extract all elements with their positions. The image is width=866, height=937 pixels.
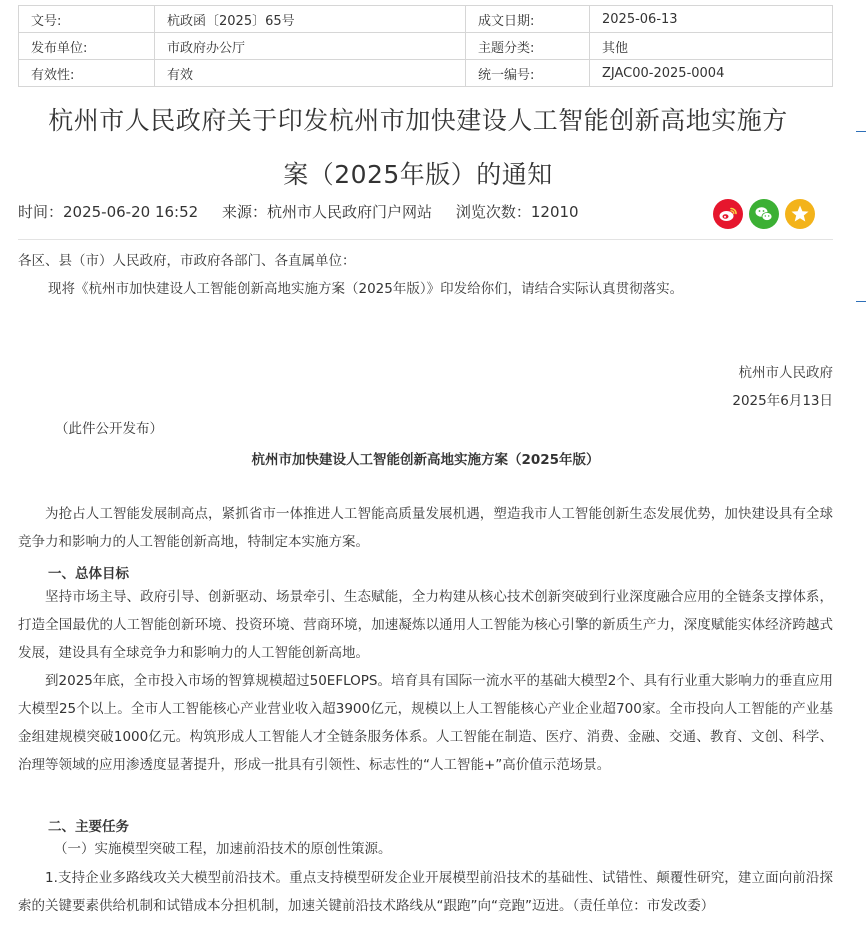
favorite-button[interactable] xyxy=(785,199,815,229)
meta-value: 其他 xyxy=(590,33,833,60)
public-note: （此件公开发布） xyxy=(55,421,163,437)
meta-value: 有效 xyxy=(155,60,466,87)
star-icon xyxy=(785,199,815,229)
weibo-icon xyxy=(713,199,743,229)
notice-signer: 杭州市人民政府 xyxy=(738,365,833,381)
header-divider xyxy=(18,239,833,240)
wechat-share-button[interactable] xyxy=(749,199,779,229)
meta-row xyxy=(19,33,833,60)
document-meta-table xyxy=(18,5,833,87)
title-line-1: 杭州市人民政府关于印发杭州市加快建设人工智能创新高地实施方 xyxy=(48,106,788,135)
section-1-paragraph-2: 到2025年底，全市投入市场的智算规模超过50EFLOPS。培育具有国际一流水平的基础大模型2个、具有行业重大影响力的垂直应用大模型25个以上。全市人工智能核心产业营业收入超3900亿元，规模以上人工智能核心产业企业超700家。全市投向人工智能的产业基金组建规模突破1000亿元。构筑形成人工智能人才全链条服务体系。人工智能在制造、医疗、消费、金融、交通、教育、文创、科学、治理等领域的应用渗透度显著提升，形成一批具有引领性、标志性的“人工智能+”高价值示范场景。 xyxy=(18,673,833,773)
section-1-title: 一、总体目标 xyxy=(48,566,129,582)
meta-value: 杭政函〔2025〕65号 xyxy=(155,6,466,33)
section-1-paragraph-1: 坚持市场主导、政府引导、创新驱动、场景牵引、生态赋能，全力构建从核心技术创新突破到行业深度融合应用的全链条支撑体系，打造全国最优的人工智能创新环境、投资环境、营商环境，加速凝炼以通用人工智能为核心引擎的新质生产力，深度赋能实体经济跨越式发展，建设具有全球竞争力和影响力的人工智能创新高地。 xyxy=(18,589,833,661)
article-info-bar xyxy=(18,201,833,231)
document-title xyxy=(18,94,818,202)
meta-label: 成文日期: xyxy=(466,6,590,33)
section-2-subheading: （一）实施模型突破工程，加速前沿技术的原创性策源。 xyxy=(54,841,392,857)
weibo-share-button[interactable] xyxy=(713,199,743,229)
article-source: 来源：杭州市人民政府门户网站 xyxy=(222,203,433,221)
title-line-2: 案（2025年版）的通知 xyxy=(283,160,553,189)
meta-row xyxy=(19,6,833,33)
meta-value: 2025-06-13 xyxy=(590,6,833,33)
notice-body: 现将《杭州市加快建设人工智能创新高地实施方案（2025年版）》印发给你们，请结合实际认真贯彻落实。 xyxy=(48,281,684,297)
notice-salutation: 各区、县（市）人民政府，市政府各部门、各直属单位： xyxy=(18,253,356,269)
meta-label: 统一编号: xyxy=(466,60,590,87)
publish-time: 时间：2025-06-20 16:52 xyxy=(18,203,199,221)
meta-label: 有效性: xyxy=(19,60,155,87)
plan-intro: 为抢占人工智能发展制高点，紧抓省市一体推进人工智能高质量发展机遇，塑造我市人工智能创新生态发展优势，加快建设具有全球竞争力和影响力的人工智能创新高地，特制定本实施方案。 xyxy=(18,506,833,550)
view-count: 浏览次数：12010 xyxy=(455,203,579,221)
wechat-icon xyxy=(749,199,779,229)
meta-row xyxy=(19,60,833,87)
meta-label: 文号: xyxy=(19,6,155,33)
meta-label: 发布单位: xyxy=(19,33,155,60)
notice-date: 2025年6月13日 xyxy=(732,393,833,409)
section-2-title: 二、主要任务 xyxy=(48,819,129,835)
section-2-item-1: 1.支持企业多路线攻关大模型前沿技术。重点支持模型研发企业开展模型前沿技术的基础性、试错性、颠覆性研究，建立面向前沿探索的关键要素供给机制和试错成本分担机制，加速关键前沿技术路线从“跟跑”向“竞跑”迈进。（责任单位：市发改委） xyxy=(18,870,833,914)
plan-title: 杭州市加快建设人工智能创新高地实施方案（2025年版） xyxy=(251,452,600,468)
side-marker xyxy=(856,301,866,302)
meta-value: 市政府办公厅 xyxy=(155,33,466,60)
side-marker xyxy=(856,131,866,132)
meta-value: ZJAC00-2025-0004 xyxy=(590,60,833,87)
meta-label: 主题分类: xyxy=(466,33,590,60)
